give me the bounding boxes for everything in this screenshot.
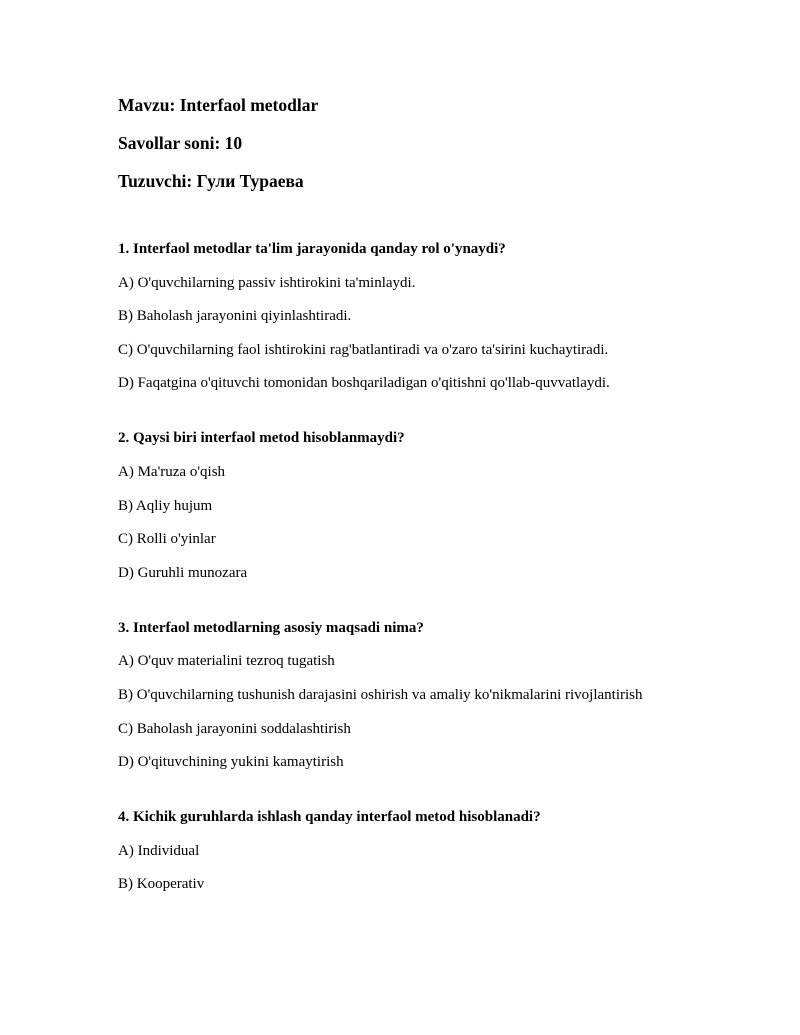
- answer-option: D) Guruhli munozara: [118, 564, 248, 581]
- question-text: 2. Qaysi biri interfaol metod hisoblanmaydi?: [118, 430, 405, 447]
- answer-option: D) O'qituvchining yukini kamaytirish: [118, 754, 344, 771]
- answer-option: C) Baholash jarayonini soddalashtirish: [118, 720, 351, 737]
- answer-option: B) Aqliy hujum: [118, 497, 213, 514]
- question-block: [118, 617, 758, 773]
- question-text: 3. Interfaol metodlarning asosiy maqsadi nima?: [118, 619, 424, 636]
- answer-option: A) Individual: [118, 842, 200, 859]
- question-block: [118, 427, 758, 583]
- answer-option: A) Ma'ruza o'qish: [118, 463, 226, 480]
- author-heading: Tuzuvchi: Гули Тураева: [118, 171, 304, 191]
- answer-option: C) O'quvchilarning faol ishtirokini rag'batlantiradi va o'zaro ta'sirini kuchaytiradi.: [118, 341, 609, 358]
- question-block: [118, 238, 758, 394]
- topic-heading: Mavzu: Interfaol metodlar: [118, 95, 319, 115]
- question-block: [118, 806, 758, 895]
- answer-option: C) Rolli o'yinlar: [118, 531, 216, 548]
- answer-option: A) O'quv materialini tezroq tugatish: [118, 653, 335, 670]
- answer-option: B) Kooperativ: [118, 876, 205, 893]
- answer-option: A) O'quvchilarning passiv ishtirokini ta'minlaydi.: [118, 274, 416, 291]
- question-text: 1. Interfaol metodlar ta'lim jarayonida qanday rol o'ynaydi?: [118, 241, 506, 257]
- question-text: 4. Kichik guruhlarda ishlash qanday interfaol metod hisoblanadi?: [118, 809, 541, 826]
- question-list: [118, 238, 758, 928]
- answer-option: B) O'quvchilarning tushunish darajasini oshirish va amaliy ko'nikmalarini rivojlantirish: [118, 686, 643, 703]
- question-count-heading: Savollar soni: 10: [118, 133, 243, 153]
- answer-option: B) Baholash jarayonini qiyinlashtiradi.: [118, 308, 352, 325]
- answer-option: D) Faqatgina o'qituvchi tomonidan boshqariladigan o'qitishni qo'llab-quvvatlaydi.: [118, 375, 610, 392]
